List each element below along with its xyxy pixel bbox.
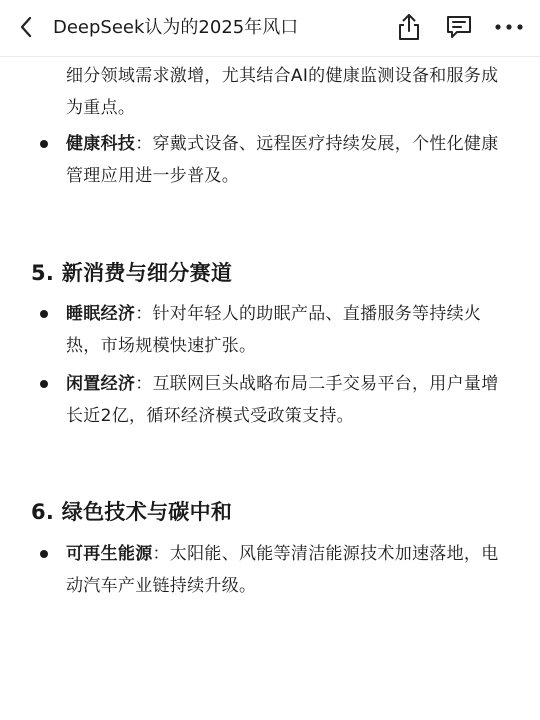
bullet-dot <box>40 140 48 148</box>
share-button[interactable] <box>392 10 426 44</box>
bullet-text: ：针对年轻人的助眠产品、直播服务等持续火热，市场规模快速扩张。 <box>66 304 482 356</box>
bullet-term: 可再生能源 <box>66 544 153 564</box>
bullet-dot <box>40 550 48 558</box>
bullet-item-sleep-economy <box>66 298 506 362</box>
paragraph-continuation: 细分领域需求激增，尤其结合AI的健康监测设备和服务成为重点。 <box>66 66 499 118</box>
bullet-text: ：互联网巨头战略布局二手交易平台，用户量增长近2亿，循环经济模式受政策支持。 <box>66 374 499 426</box>
section-heading-6: 6. 绿色技术与碳中和 <box>31 500 233 524</box>
bullet-item-renewable-energy <box>66 538 506 602</box>
more-button[interactable] <box>492 10 526 44</box>
bullet-dot <box>40 310 48 318</box>
bullet-item-health-tech <box>66 128 506 192</box>
section-heading-5: 5. 新消费与细分赛道 <box>31 261 233 285</box>
bullet-item-idle-economy <box>66 368 506 432</box>
comment-button[interactable] <box>442 10 476 44</box>
comment-icon <box>444 12 474 42</box>
bullet-term: 健康科技 <box>66 134 136 154</box>
bullet-term: 闲置经济 <box>66 374 136 394</box>
chevron-left-icon <box>19 16 33 38</box>
more-icon <box>494 22 524 32</box>
bullet-text: ：太阳能、风能等清洁能源技术加速落地，电动汽车产业链持续升级。 <box>66 544 499 596</box>
bullet-term: 睡眠经济 <box>66 304 136 324</box>
bullet-text: ：穿戴式设备、远程医疗持续发展，个性化健康管理应用进一步普及。 <box>66 134 499 186</box>
top-bar <box>0 0 540 57</box>
share-icon <box>396 12 422 42</box>
page-title: DeepSeek认为的2025年风口 <box>53 17 299 38</box>
back-button[interactable] <box>12 12 40 42</box>
bullet-dot <box>40 380 48 388</box>
